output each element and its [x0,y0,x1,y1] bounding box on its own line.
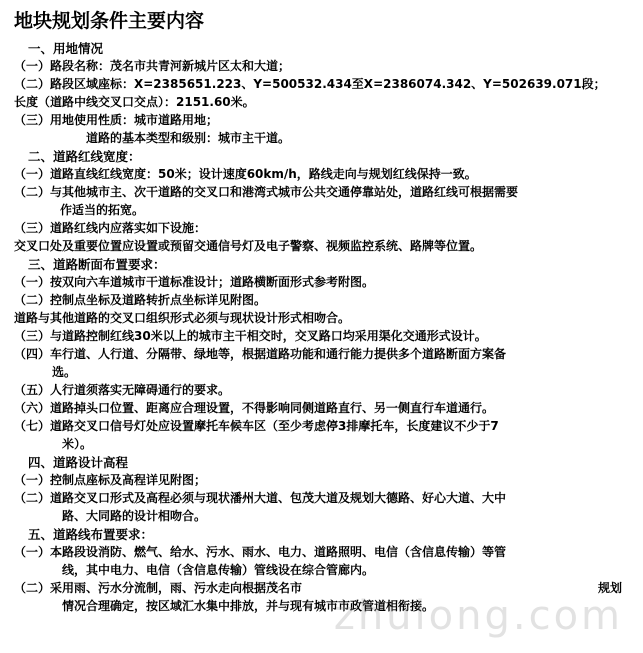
text-line: （二）控制点坐标及道路转折点坐标详见附图。 [14,293,267,307]
text-line: （三）用地使用性质：城市道路用地； [14,113,219,127]
text-line: （七）道路交叉口信号灯处应设置摩托车候车区（至少考虑停3排摩托车，长度建议不少于7 [14,419,499,433]
page-title: 地块规划条件主要内容 [14,10,205,32]
section-heading-4: 四、道路设计高程 [28,455,129,470]
text-line: （一）路段名称：茂名市共青河新城片区太和大道； [14,59,291,73]
section-heading-3: 三、道路断面布置要求： [28,257,166,272]
text-line: 路、大同路的设计相吻合。 [62,509,207,523]
text-line: （五）人行道须落实无障碍通行的要求。 [14,383,231,397]
text-line: （四）车行道、人行道、分隔带、绿地等，根据道路功能和通行能力提供多个道路断面方案备 [14,347,507,361]
text-line: （六）道路掉头口位置、距离应合理设置，不得影响同侧道路直行、另一侧直行车道通行。 [14,401,495,415]
text-line-tail: 规划 [598,581,623,595]
text-line: （三）与道路控制红线30米以上的城市主干相交时，交叉路口均采用渠化交通形式设计。 [14,329,487,343]
section-heading-5: 五、道路线布置要求： [28,527,154,542]
text-line: （二）与其他城市主、次干道路的交叉口和港湾式城市公共交通停靠站处，道路红线可根据需要 [14,185,519,199]
section-heading-2: 二、道路红线宽度： [28,149,141,164]
text-line: （二）道路交叉口形式及高程必须与现状潘州大道、包茂大道及规划大德路、好心大道、大中 [14,491,507,505]
text-line: 作适当的拓宽。 [60,203,145,217]
section-heading-1: 一、用地情况 [28,41,104,56]
text-line: 线，其中电力、电信（含信息传输）管线设在综合管廊内。 [62,563,375,577]
text-line: （三）道路红线内应落实如下设施： [14,221,207,235]
text-line: 交叉口处及重要位置应设置或预留交通信号灯及电子警察、视频监控系统、路牌等位置。 [14,239,483,253]
text-line: 情况合理确定，按区域汇水集中排放，并与现有城市市政管道相衔接。 [62,599,435,613]
text-line: 道路的基本类型和级别：城市主干道。 [86,131,291,145]
text-line: （一）本路段设消防、燃气、给水、污水、雨水、电力、道路照明、电信（含信息传输）等管 [14,545,507,559]
text-line: 长度（道路中线交叉口交点）：2151.60米。 [14,95,255,109]
text-line: （一）道路直线红线宽度：50米；设计速度60km/h，路线走向与规划红线保持一致。 [14,167,477,181]
text-line: （一）控制点座标及高程详见附图； [14,473,207,487]
text-line: 米）。 [62,437,93,451]
text-line: 选。 [52,365,77,379]
text-line: （一）按双向六车道城市干道标准设计；道路横断面形式参考附图。 [14,275,375,289]
text-line: （二）路段区域座标：X=2385651.223、Y=500532.434至X=2386074.342、Y=502639.071段； [14,77,606,91]
text-line: （二）采用雨、污水分流制，雨、污水走向根据茂名市 [14,581,303,595]
watermark-text: zhulong.com [333,593,623,639]
text-line: 道路与其他道路的交叉口组织形式必须与现状设计形式相吻合。 [14,311,351,325]
